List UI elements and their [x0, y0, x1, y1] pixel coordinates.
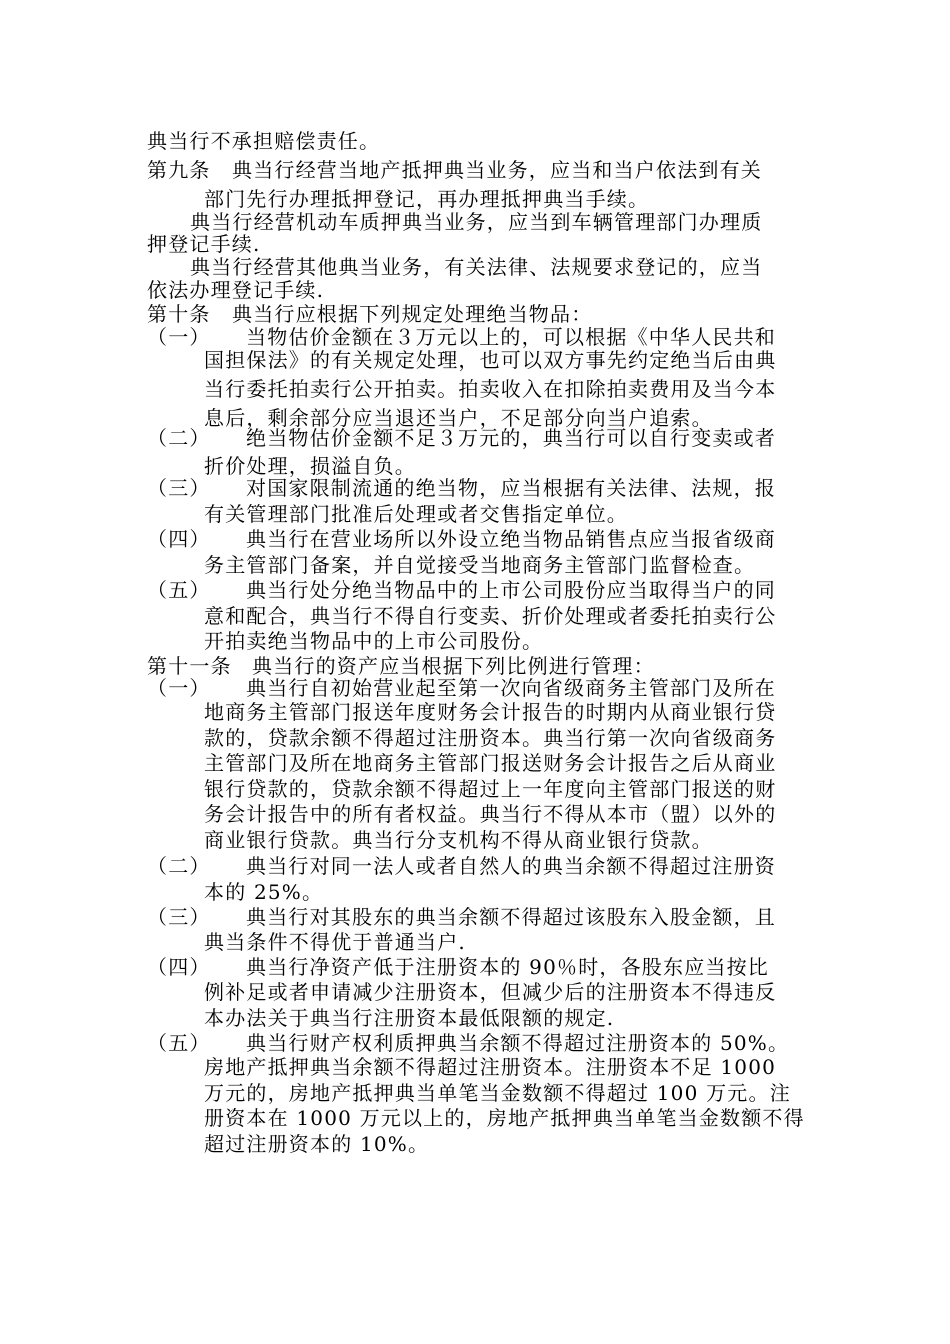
text-line: 息后，剩余部分应当退还当户，不足部分向当户追索。 — [204, 406, 713, 430]
text-line: 押登记手续. — [147, 232, 261, 256]
text-line: 当物估价金额在３万元以上的，可以根据《中华人民共和 — [246, 325, 776, 349]
text-line: 银行贷款的，贷款余额不得超过上一年度向主管部门报送的财 — [204, 776, 777, 801]
text-line: 典当行经营其他典当业务，有关法律、法规要求登记的，应当 — [190, 255, 763, 279]
text-line: 商业银行贷款。典当行分支机构不得从商业银行贷款。 — [204, 827, 713, 852]
text-line: 对国家限制流通的绝当物，应当根据有关法律、法规，报 — [246, 476, 776, 500]
text-line: 典当行净资产低于注册资本的 90％时，各股东应当按比 — [246, 955, 770, 979]
text-line: 主管部门及所在地商务主管部门报送财务会计报告之后从商业 — [204, 751, 777, 775]
text-line: 典当行对其股东的典当余额不得超过该股东入股金额，且 — [246, 905, 776, 929]
item-number: （二） — [147, 854, 211, 878]
text-line: 本办法关于典当行注册资本最低限额的规定. — [204, 1006, 615, 1030]
item-body — [204, 1055, 805, 1157]
text-line: 务会计报告中的所有者权益。典当行不得从本市（盟）以外的 — [204, 802, 777, 826]
text-line: 部门先行办理抵押登记，再办理抵押典当手续。 — [204, 187, 650, 211]
text-line: 款的，贷款余额不得超过注册资本。典当行第一次向省级商务 — [204, 725, 777, 750]
text-line: 典当行的资产应当根据下列比例进行管理： — [252, 654, 655, 678]
item-number: （五） — [147, 1031, 211, 1055]
text-line: 典当行财产权利质押典当余额不得超过注册资本的 50%。 — [246, 1031, 790, 1055]
text-line: 典当行应根据下列规定处理绝当物品： — [232, 302, 593, 326]
text-line: 意和配合，典当行不得自行变卖、折价处理或者委托拍卖行公 — [204, 604, 777, 628]
item-number: （一） — [147, 325, 211, 349]
text-line: 典当行经营当地产抵押典当业务，应当和当户依法到有关 — [232, 158, 762, 182]
text-line: 有关管理部门批准后处理或者交售指定单位。 — [204, 502, 628, 526]
text-line: 绝当物估价金额不足３万元的，典当行可以自行变卖或者 — [246, 426, 776, 450]
item-number: （一） — [147, 676, 211, 700]
text-line: 折价处理，损溢自负。 — [204, 454, 416, 478]
item-number: （三） — [147, 905, 211, 929]
text-line: 房地产抵押典当余额不得超过注册资本。注册资本不足 1000 — [204, 1055, 777, 1079]
item-body — [204, 700, 776, 853]
item-number: （五） — [147, 578, 211, 602]
text-line: 国担保法》的有关规定处理，也可以双方事先约定绝当后由典 — [204, 348, 777, 372]
text-line: 典当条件不得优于普通当户. — [204, 930, 466, 954]
text-line: 典当行对同一法人或者自然人的典当余额不得超过注册资 — [246, 854, 776, 878]
article-9-heading: 第九条 — [147, 158, 211, 182]
text-line: 当行委托拍卖行公开拍卖。拍卖收入在扣除拍卖费用及当今本 — [204, 377, 777, 401]
item-number: （四） — [147, 527, 211, 551]
text-line: 依法办理登记手续. — [147, 278, 325, 302]
text-line: 万元的，房地产抵押典当单笔当金数额不得超过 100 万元。注 — [204, 1080, 791, 1105]
text-line: 册资本在 1000 万元以上的，房地产抵押典当单笔当金数额不得 — [204, 1106, 805, 1130]
text-line: 典当行在营业场所以外设立绝当物品销售点应当报省级商 — [246, 527, 776, 551]
article-10-heading: 第十条 — [147, 302, 211, 326]
text-line: 例补足或者申请减少注册资本，但减少后的注册资本不得违反 — [204, 980, 777, 1004]
text-line: 典当行不承担赔偿责任。 — [147, 129, 381, 153]
article-11-heading: 第十一条 — [147, 654, 232, 678]
text-line: 务主管部门备案，并自觉接受当地商务主管部门监督检查。 — [204, 553, 756, 577]
item-number: （四） — [147, 955, 211, 979]
text-line: 典当行处分绝当物品中的上市公司股份应当取得当户的同 — [246, 578, 776, 602]
text-line: 超过注册资本的 10%。 — [204, 1131, 430, 1156]
text-line: 开拍卖绝当物品中的上市公司股份。 — [204, 629, 544, 653]
text-line: 典当行经营机动车质押典当业务，应当到车辆管理部门办理质 — [190, 210, 763, 234]
item-body — [204, 346, 776, 433]
item-number: （二） — [147, 426, 211, 450]
text-line: 典当行自初始营业起至第一次向省级商务主管部门及所在 — [246, 676, 776, 700]
text-line: 本的 25%。 — [204, 880, 324, 904]
text-line: 地商务主管部门报送年度财务会计报告的时期内从商业银行贷 — [204, 700, 777, 724]
item-number: （三） — [147, 476, 211, 500]
